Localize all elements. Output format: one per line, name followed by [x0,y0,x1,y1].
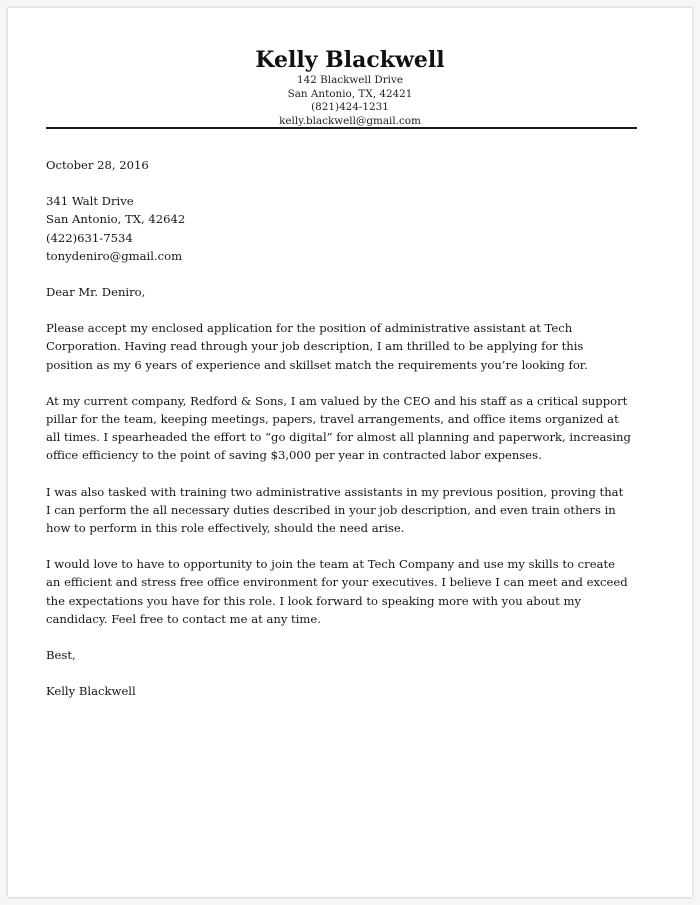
recipient-email: tonydeniro@gmail.com [46,248,183,263]
recipient-phone: (422)631-7534 [46,230,133,245]
sender-name: Kelly Blackwell [255,47,445,73]
closing: Best, [46,648,76,663]
sender-address-line2: San Antonio, TX, 42421 [287,87,413,100]
letter-body [46,156,646,700]
paragraph-line: At my current company, Redford & Sons, I am valued by the CEO and his staff as a critical support [46,393,628,408]
paragraph-line: I can perform the all necessary duties described in your job description, and even train others in [46,502,616,517]
paragraph-line: how to perform in this role effectively, should the need arise. [46,521,405,536]
sender-phone: (821)424-1231 [311,101,389,113]
paragraph-3 [46,483,646,538]
paragraph-line: I was also tasked with training two administrative assistants in my previous position, proving that [46,484,624,499]
recipient-address-line1: 341 Walt Drive [46,194,134,209]
signature: Kelly Blackwell [46,684,136,699]
paragraph-line: I would love to have to opportunity to join the team at Tech Company and use my skills to create [46,557,615,572]
paragraph-line: pillar for the team, keeping meetings, papers, travel arrangements, and office items organized at [46,412,619,427]
letter-page [8,8,692,897]
paragraph-line: position as my 6 years of experience and skillset match the requirements you’re looking for. [46,357,588,372]
paragraph-4 [46,555,646,628]
letter-date: October 28, 2016 [46,158,149,172]
paragraph-line: all times. I spearheaded the effort to “go digital” for almost all planning and paperwork, increasing [46,430,631,445]
paragraph-line: candidacy. Feel free to contact me at any time. [46,611,321,626]
sender-address-line1: 142 Blackwell Drive [296,74,404,86]
sender-email: kelly.blackwell@gmail.com [279,114,421,127]
paragraph-line: the expectations you have for this role. I look forward to speaking more with you about my [46,593,582,608]
recipient-block [46,192,646,265]
paragraph-line: Please accept my enclosed application for the position of administrative assistant at Tech [46,321,573,336]
letter-header [8,46,692,128]
paragraph-line: office efficiency to the point of saving $3,000 per year in contracted labor expenses. [46,448,542,463]
paragraph-line: an efficient and stress free office environment for your executives. I believe I can meet and exceed [46,575,628,590]
header-divider [46,127,637,129]
paragraph-1 [46,319,646,374]
paragraph-2 [46,392,646,465]
recipient-address-line2: San Antonio, TX, 42642 [46,212,186,227]
paragraph-line: Corporation. Having read through your job description, I am thrilled to be applying for this [46,339,584,354]
salutation: Dear Mr. Deniro, [46,285,146,300]
